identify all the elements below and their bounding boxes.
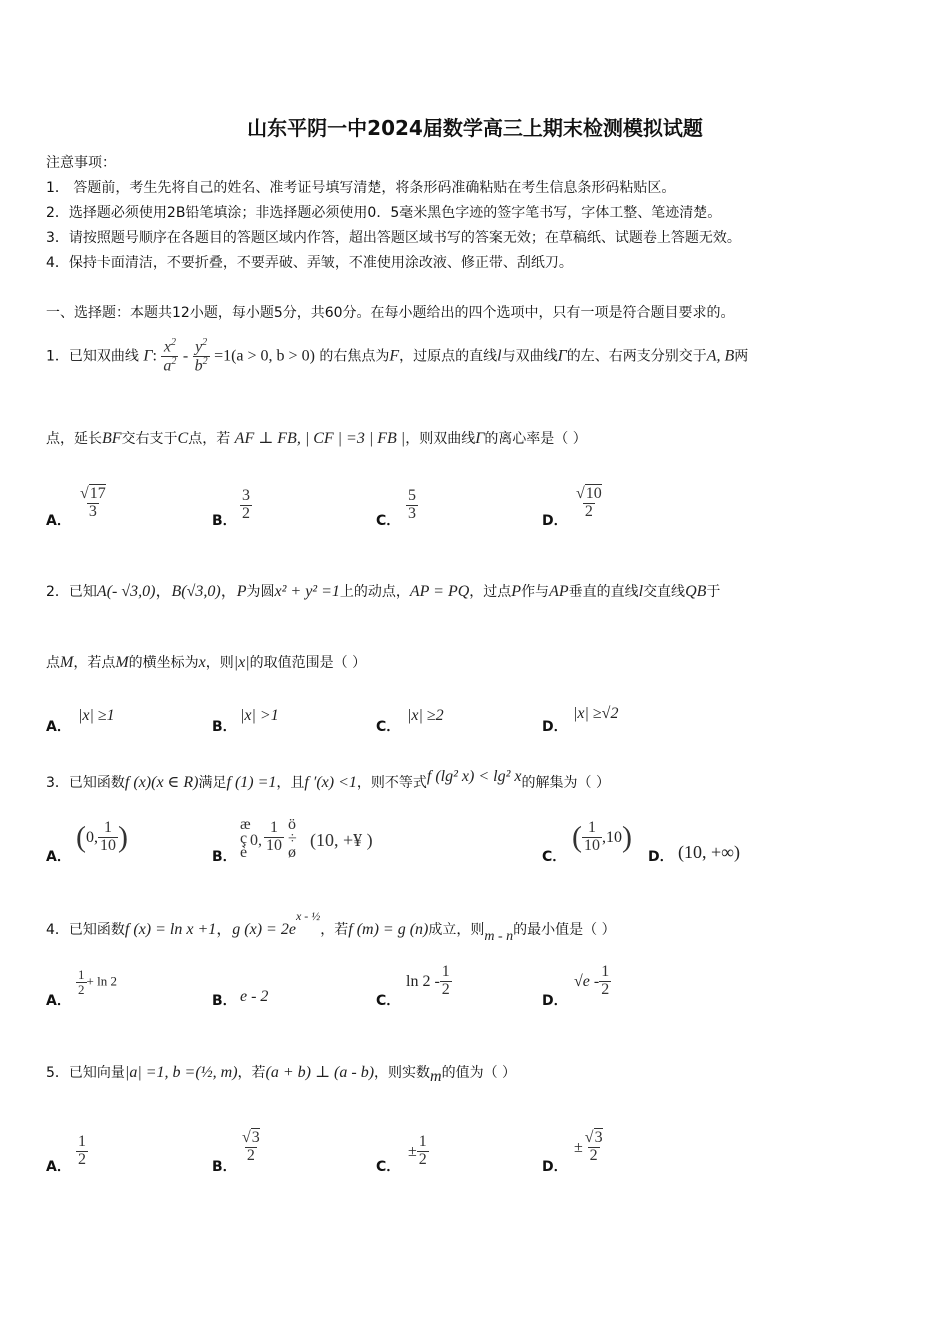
q3-option-d-value: (10, +∞) [678, 842, 740, 862]
q4-d-val: √e - [574, 972, 600, 990]
q3-text-5: 的解集为（ ） [521, 775, 610, 791]
q1-text-7: 点，延长 [46, 431, 102, 447]
q4-math-exp: x - ½ [295, 909, 321, 924]
q5-math-perp: (a + b) ⊥ (a - b) [265, 1064, 375, 1081]
q2-text-8: 于 [706, 584, 721, 600]
q3-math-f: f (x)(x ∈ R) [124, 774, 199, 791]
q3-option-a-label: A． [46, 849, 71, 865]
q2-option-c-value: |x| ≥2 [407, 707, 444, 724]
question-5-line-1 [46, 1062, 517, 1085]
q1-text-4: 与双曲线 [501, 348, 558, 365]
q1-math-condition: =1(a > 0, b > 0) [214, 347, 315, 365]
q2-text-13: 的取值范围是（ ） [249, 655, 367, 671]
q4-option-c-value [406, 964, 452, 999]
q3-b-garble-6: ø [288, 844, 296, 861]
q1-d-num: 10 [585, 485, 602, 502]
q1-option-a-value: $\frac{√17}{3}$ [80, 485, 106, 520]
q4-d-den: 2 [601, 980, 610, 998]
q2-text-2: 为圆 [246, 584, 275, 600]
q1-frac-y2-b2: $\frac{y^2}{b^2}$ [194, 337, 208, 375]
q3-math-f1: f (1) =1 [226, 774, 277, 791]
q1-text-10: ，则双曲线 [405, 431, 476, 447]
q5-text-2: ，若 [237, 1065, 266, 1081]
q2-math-abs-x: |x| [233, 654, 250, 671]
q1-option-a-label: A． [46, 513, 71, 529]
q2-option-d-label: D． [542, 719, 568, 735]
q5-math-vec: (½, m) [195, 1064, 238, 1081]
q1-text-3: ，过原点的直线 [399, 348, 498, 365]
q3-text-3: ，且 [276, 775, 305, 791]
q5-text-3: ，则实数 [374, 1065, 431, 1081]
q1-option-b-value [240, 488, 252, 523]
q4-math-sep: ， [216, 921, 233, 938]
q1-text-5: 的左、右两支分别交于 [566, 348, 707, 365]
q2-math-A: A(- √3,0) [96, 583, 156, 600]
q5-text-4: 的值为（ ） [441, 1065, 517, 1081]
q1-option-d-label: D． [542, 513, 568, 529]
q2-math-l: l [638, 583, 644, 600]
q1-text-11: 的离心率是（ ） [484, 431, 587, 447]
q2-math-M: M [60, 654, 74, 671]
q4-d-num: 1 [601, 963, 610, 980]
q4-option-d-label: D． [542, 993, 568, 1009]
notice-item-4: 4．保持卡面清洁，不要折叠，不要弄破、弄皱，不准使用涂改液、修正带、刮纸刀。 [46, 255, 573, 271]
q2-math-P: P [236, 583, 247, 600]
q1-text-2: 的右焦点为 [319, 348, 390, 365]
q1-math-gamma-3: Γ [475, 430, 485, 447]
q1-c-num: 5 [408, 487, 416, 504]
q4-math-mn: m - n [484, 929, 514, 944]
page-title: 山东平阴一中2024届数学高三上期末检测模拟试题 [247, 116, 703, 140]
q4-option-c-label: C． [376, 993, 401, 1009]
q3-math-fprime: f ′(x) <1 [304, 774, 357, 791]
q3-option-a-value: (0, $\frac{1}{10}$ ) [76, 819, 128, 854]
q2-text-5: 作与 [521, 584, 550, 600]
q3-option-d-label: D． [648, 849, 674, 865]
notice-header: 注意事项： [46, 155, 116, 171]
q2-math-circle: x² + y² =1 [274, 583, 340, 600]
q4-c-num: 1 [441, 963, 450, 980]
q1-math-minus: - [182, 347, 189, 365]
q1-math-gamma-2: Γ [557, 347, 567, 365]
q4-option-b-value: e - 2 [240, 988, 269, 1005]
q4-a-val: + ln 2 [86, 973, 117, 989]
q3-option-c-label: C． [542, 849, 567, 865]
q1-math-C: C [177, 430, 189, 447]
q2-math-comma: ， [155, 583, 172, 600]
question-2-line-2 [46, 652, 366, 672]
q5-option-b-value: $\frac{√3}{2}$ [242, 1129, 260, 1164]
q5-math-a: |a| =1, b = [124, 1064, 196, 1081]
q4-option-b-label: B． [212, 993, 237, 1009]
q1-math-BF: BF [102, 430, 122, 447]
q1-math-x: x [163, 338, 171, 356]
question-4-line-1 [46, 909, 616, 944]
q3-b-garble-4: ö [288, 816, 296, 833]
q2-text-1: 2．已知 [46, 584, 97, 600]
q3-b-rest: (10, +¥ ) [310, 830, 373, 850]
q3-b-garble-3: è [240, 844, 248, 861]
q5-option-a-label: A． [46, 1159, 71, 1175]
q2-math-M-2: M [115, 654, 129, 671]
question-1-line-2 [46, 428, 587, 448]
q1-text-9: 点，若 [188, 431, 231, 447]
q4-a-den: 2 [78, 981, 85, 997]
q3-text-4: ，则不等式 [356, 775, 427, 791]
q1-math-b: b [194, 357, 203, 375]
q2-math-comma-2: ， [220, 583, 237, 600]
q4-a-num: 1 [78, 967, 85, 982]
q4-math-f: f (x) = ln x +1 [124, 921, 217, 938]
q1-math-y: y [195, 338, 203, 356]
q4-option-a-value [76, 968, 117, 996]
q3-option-b-label: B． [212, 849, 237, 865]
q5-math-m: m [430, 1068, 442, 1085]
q1-option-d-value: $\frac{√10}{2}$ [576, 485, 602, 520]
q4-math-g: g (x) = 2e [232, 921, 296, 938]
q4-c-val: ln 2 - [406, 972, 440, 990]
q1-a-den: 3 [88, 502, 97, 520]
q2-option-b-label: B． [212, 719, 237, 735]
q2-text-3: 上的动点， [339, 584, 410, 600]
q2-option-a-value: |x| ≥1 [78, 707, 115, 724]
question-1-line-1 [46, 338, 748, 375]
q2-math-AP: AP [549, 583, 569, 600]
q1-b-num: 3 [242, 487, 250, 504]
q1-frac-x2-a2: $\frac{x^2}{a^2}$ [163, 337, 177, 375]
section-heading: 一、选择题：本题共12小题，每小题5分，共60分。在每小题给出的四个选项中，只有一项是符合题目要求的。 [46, 305, 735, 321]
q1-math-F: F [389, 347, 400, 365]
q2-text-7: 交直线 [643, 584, 686, 600]
q4-text-3: 成立，则 [428, 922, 485, 938]
q5-a-num: 1 [78, 1133, 86, 1150]
q1-b-den: 2 [242, 504, 250, 522]
notice-item-1: 1． 答题前，考生先将自己的姓名、准考证号填写清楚，将条形码准确粘贴在考生信息条形码粘贴区。 [46, 180, 676, 196]
q2-text-12: ，则 [205, 655, 234, 671]
q5-d-num: 3 [594, 1129, 603, 1146]
q5-text-1: 5．已知向量 [46, 1065, 125, 1081]
q2-option-c-label: C． [376, 719, 401, 735]
q2-text-6: 垂直的直线 [568, 584, 639, 600]
q1-text-8: 交右支于 [121, 431, 178, 447]
q2-text-10: ，若点 [73, 655, 116, 671]
q3-text-2: 满足 [198, 775, 227, 791]
q5-b-den: 2 [246, 1146, 255, 1164]
q4-math-eq: f (m) = g (n) [348, 921, 429, 938]
q4-text-1: 4．已知函数 [46, 922, 125, 938]
q2-math-B: B(√3,0) [171, 583, 221, 600]
q4-text-2: ，若 [320, 922, 349, 938]
q1-option-c-label: C． [376, 513, 401, 529]
q5-option-a-value [76, 1134, 88, 1169]
q2-math-x: x [198, 654, 206, 671]
q5-a-den: 2 [78, 1150, 86, 1168]
q4-option-d-value [574, 964, 611, 999]
q3-b-garble-2: ç [240, 830, 248, 847]
q4-c-den: 2 [441, 980, 450, 998]
q4-text-4: 的最小值是（ ） [513, 922, 616, 938]
q1-option-c-value [406, 488, 418, 523]
q1-math-l: l [497, 347, 502, 365]
q3-c-num: 1 [588, 819, 596, 836]
question-3-line-1 [46, 768, 610, 792]
q1-option-b-label: B． [212, 513, 237, 529]
q5-option-d-value: ± $\frac{√3}{2}$ [574, 1129, 603, 1164]
q5-option-c-value [408, 1134, 429, 1169]
q3-math-inequality: f (lg² x) < lg² x [426, 768, 522, 785]
q5-option-b-label: B． [212, 1159, 237, 1175]
q1-text-6: 两 [734, 348, 749, 365]
q2-math-eq: AP = PQ [409, 583, 470, 600]
q2-math-P-2: P [511, 583, 522, 600]
q5-d-den: 2 [589, 1146, 598, 1164]
q3-b-num: 1 [270, 819, 278, 836]
q3-a-num: 1 [104, 819, 112, 836]
q2-text-4: ，过点 [469, 584, 512, 600]
q3-a-val: 0, [86, 828, 98, 846]
q1-math-colon: : [152, 347, 157, 365]
q3-b-garble-5: ÷ [288, 830, 297, 847]
q4-option-a-label: A． [46, 993, 71, 1009]
q3-b-den: 10 [266, 836, 282, 854]
q5-b-num: 3 [251, 1129, 260, 1146]
q3-c-den: 10 [584, 836, 600, 854]
q2-option-d-value: |x| ≥√2 [573, 705, 619, 722]
q5-option-c-label: C． [376, 1159, 401, 1175]
notice-item-3: 3．请按照题号顺序在各题目的答题区域内作答，超出答题区域书写的答案无效；在草稿纸、试题卷上答题无效。 [46, 230, 741, 246]
q2-option-b-value: |x| >1 [240, 707, 279, 724]
q1-a-num: 17 [89, 485, 106, 502]
q1-c-den: 3 [408, 504, 416, 522]
q1-math-condition-2: AF ⊥ FB, | CF | =3 | FB | [234, 430, 406, 447]
q1-math-AB: A, B [706, 347, 735, 365]
q1-math-a: a [163, 357, 172, 375]
q2-text-11: 的横坐标为 [128, 655, 199, 671]
question-2-line-1 [46, 578, 720, 601]
q3-b-garble-1: æ [240, 816, 251, 833]
q2-text-9: 点 [46, 655, 60, 671]
q3-option-c-value: ( $\frac{1}{10}$ ,10) [572, 819, 632, 854]
q2-math-QB: QB [685, 583, 707, 600]
q3-a-den: 10 [100, 836, 116, 854]
q3-b-zero: 0, [250, 832, 262, 849]
q1-math-gamma: Γ [143, 347, 153, 365]
q5-c-pm: ± [408, 1142, 417, 1160]
q3-text-1: 3．已知函数 [46, 775, 125, 791]
q5-d-pm: ± [574, 1138, 583, 1156]
q5-c-den: 2 [418, 1150, 427, 1168]
q3-c-val: ,10 [602, 828, 622, 846]
q1-d-den: 2 [584, 502, 593, 520]
q2-option-a-label: A． [46, 719, 71, 735]
notice-item-2: 2．选择题必须使用2B铅笔填涂；非选择题必须使用0．5毫米黑色字迹的签字笔书写，字体工整、笔迹清楚。 [46, 205, 722, 221]
q1-text-1: 1．已知双曲线 [46, 348, 139, 365]
q5-c-num: 1 [418, 1133, 427, 1150]
q5-option-d-label: D． [542, 1159, 568, 1175]
